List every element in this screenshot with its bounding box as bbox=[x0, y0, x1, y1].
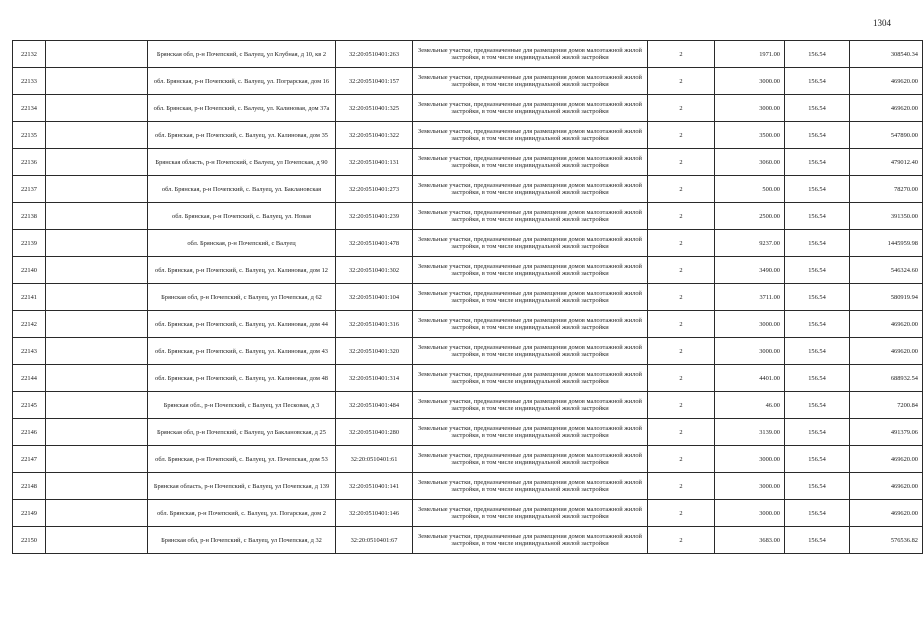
row-id-cell: 22134 bbox=[13, 95, 46, 122]
table-row bbox=[13, 446, 923, 473]
empty-cell bbox=[46, 338, 148, 365]
cadastral-number-cell: 32:20:0510401:61 bbox=[336, 446, 413, 473]
table-row bbox=[13, 311, 923, 338]
cadastral-value-cell: 469620.00 bbox=[850, 446, 923, 473]
cadastral-value-cell: 688932.54 bbox=[850, 365, 923, 392]
cadastral-value-cell: 469620.00 bbox=[850, 68, 923, 95]
empty-cell bbox=[46, 176, 148, 203]
cadastral-value-cell: 479012.40 bbox=[850, 149, 923, 176]
land-use-cell: Земельные участки, предназначенные для размещения домов малоэтажной жилой застройки, в том числе индивидуальной жилой застройки bbox=[413, 284, 648, 311]
land-use-cell: Земельные участки, предназначенные для размещения домов малоэтажной жилой застройки, в том числе индивидуальной жилой застройки bbox=[413, 311, 648, 338]
row-id-cell: 22136 bbox=[13, 149, 46, 176]
cadastral-number-cell: 32:20:0510401:273 bbox=[336, 176, 413, 203]
empty-cell bbox=[46, 284, 148, 311]
land-use-cell: Земельные участки, предназначенные для размещения домов малоэтажной жилой застройки, в том числе индивидуальной жилой застройки bbox=[413, 149, 648, 176]
address-cell: обл. Брянская, р-н Почепский, с. Валуец, ул. Пограрская, дом 16 bbox=[148, 68, 336, 95]
table-row bbox=[13, 176, 923, 203]
table-row bbox=[13, 473, 923, 500]
row-id-cell: 22135 bbox=[13, 122, 46, 149]
rate-cell: 156.54 bbox=[785, 41, 850, 68]
row-id-cell: 22137 bbox=[13, 176, 46, 203]
address-cell: обл. Брянская, р-н Почепский, с. Валуец, ул. Калиновая, дом 12 bbox=[148, 257, 336, 284]
rate-cell: 156.54 bbox=[785, 230, 850, 257]
cadastral-number-cell: 32:20:0510401:280 bbox=[336, 419, 413, 446]
category-cell: 2 bbox=[648, 284, 715, 311]
address-cell: обл. Брянская, р-н Почепский, с. Валуец, ул. Калиновая, дом 44 bbox=[148, 311, 336, 338]
empty-cell bbox=[46, 122, 148, 149]
row-id-cell: 22146 bbox=[13, 419, 46, 446]
rate-cell: 156.54 bbox=[785, 203, 850, 230]
area-cell: 1971.00 bbox=[715, 41, 785, 68]
row-id-cell: 22138 bbox=[13, 203, 46, 230]
area-cell: 3000.00 bbox=[715, 311, 785, 338]
table-row bbox=[13, 365, 923, 392]
row-id-cell: 22148 bbox=[13, 473, 46, 500]
cadastral-value-cell: 546324.60 bbox=[850, 257, 923, 284]
address-cell: Брянская обл, р-н Почепский, с Валуец, ул Клубная, д 10, кв 2 bbox=[148, 41, 336, 68]
rate-cell: 156.54 bbox=[785, 122, 850, 149]
category-cell: 2 bbox=[648, 527, 715, 554]
land-use-cell: Земельные участки, предназначенные для размещения домов малоэтажной жилой застройки, в том числе индивидуальной жилой застройки bbox=[413, 257, 648, 284]
cadastral-number-cell: 32:20:0510401:146 bbox=[336, 500, 413, 527]
address-cell: обл. Брянская, р-н Почепский, с. Валуец, ул. Новая bbox=[148, 203, 336, 230]
land-use-cell: Земельные участки, предназначенные для размещения домов малоэтажной жилой застройки, в том числе индивидуальной жилой застройки bbox=[413, 500, 648, 527]
area-cell: 3000.00 bbox=[715, 95, 785, 122]
row-id-cell: 22145 bbox=[13, 392, 46, 419]
land-use-cell: Земельные участки, предназначенные для размещения домов малоэтажной жилой застройки, в том числе индивидуальной жилой застройки bbox=[413, 392, 648, 419]
empty-cell bbox=[46, 419, 148, 446]
table-row bbox=[13, 122, 923, 149]
cadastral-value-cell: 469620.00 bbox=[850, 95, 923, 122]
row-id-cell: 22133 bbox=[13, 68, 46, 95]
address-cell: Брянская область, р-н Почепский, с Валуец, ул Почепская, д 139 bbox=[148, 473, 336, 500]
cadastral-number-cell: 32:20:0510401:322 bbox=[336, 122, 413, 149]
category-cell: 2 bbox=[648, 41, 715, 68]
address-cell: обл. Брянская, р-н Почепский, с. Валуец, ул. Калиновая, дом 35 bbox=[148, 122, 336, 149]
area-cell: 3500.00 bbox=[715, 122, 785, 149]
cadastral-value-cell: 469620.00 bbox=[850, 311, 923, 338]
category-cell: 2 bbox=[648, 230, 715, 257]
cadastral-number-cell: 32:20:0510401:263 bbox=[336, 41, 413, 68]
land-use-cell: Земельные участки, предназначенные для размещения домов малоэтажной жилой застройки, в том числе индивидуальной жилой застройки bbox=[413, 446, 648, 473]
category-cell: 2 bbox=[648, 500, 715, 527]
area-cell: 3711.00 bbox=[715, 284, 785, 311]
empty-cell bbox=[46, 95, 148, 122]
rate-cell: 156.54 bbox=[785, 446, 850, 473]
rate-cell: 156.54 bbox=[785, 257, 850, 284]
cadastral-value-cell: 576536.82 bbox=[850, 527, 923, 554]
category-cell: 2 bbox=[648, 392, 715, 419]
address-cell: обл. Брянская, р-н Почепский, с. Валуец, ул. Калиновая, дом 43 bbox=[148, 338, 336, 365]
area-cell: 3000.00 bbox=[715, 446, 785, 473]
category-cell: 2 bbox=[648, 176, 715, 203]
empty-cell bbox=[46, 149, 148, 176]
category-cell: 2 bbox=[648, 473, 715, 500]
category-cell: 2 bbox=[648, 122, 715, 149]
rate-cell: 156.54 bbox=[785, 176, 850, 203]
area-cell: 500.00 bbox=[715, 176, 785, 203]
cadastral-value-cell: 491379.06 bbox=[850, 419, 923, 446]
empty-cell bbox=[46, 392, 148, 419]
table-row bbox=[13, 95, 923, 122]
table-row bbox=[13, 230, 923, 257]
land-use-cell: Земельные участки, предназначенные для размещения домов малоэтажной жилой застройки, в том числе индивидуальной жилой застройки bbox=[413, 230, 648, 257]
empty-cell bbox=[46, 500, 148, 527]
empty-cell bbox=[46, 257, 148, 284]
empty-cell bbox=[46, 473, 148, 500]
rate-cell: 156.54 bbox=[785, 311, 850, 338]
address-cell: обл. Брянская, р-н Почепский, с. Валуец, ул. Погарская, дом 2 bbox=[148, 500, 336, 527]
address-cell: Брянская обл, р-н Почепский, с Валуец, ул Почепская, д 62 bbox=[148, 284, 336, 311]
area-cell: 3683.00 bbox=[715, 527, 785, 554]
cadastral-number-cell: 32:20:0510401:157 bbox=[336, 68, 413, 95]
rate-cell: 156.54 bbox=[785, 95, 850, 122]
rate-cell: 156.54 bbox=[785, 419, 850, 446]
area-cell: 3000.00 bbox=[715, 500, 785, 527]
empty-cell bbox=[46, 311, 148, 338]
cadastral-number-cell: 32:20:0510401:67 bbox=[336, 527, 413, 554]
cadastral-number-cell: 32:20:0510401:478 bbox=[336, 230, 413, 257]
address-cell: обл. Брянская, р-н Почепский, с. Валуец, ул. Почепская, дом 53 bbox=[148, 446, 336, 473]
rate-cell: 156.54 bbox=[785, 68, 850, 95]
rate-cell: 156.54 bbox=[785, 527, 850, 554]
cadastral-value-cell: 1445959.98 bbox=[850, 230, 923, 257]
empty-cell bbox=[46, 446, 148, 473]
empty-cell bbox=[46, 68, 148, 95]
row-id-cell: 22141 bbox=[13, 284, 46, 311]
cadastral-value-cell: 308540.34 bbox=[850, 41, 923, 68]
address-cell: обл. Брянская, р-н Почепский, с. Валуец, ул. Калиновая, дом 48 bbox=[148, 365, 336, 392]
empty-cell bbox=[46, 230, 148, 257]
row-id-cell: 22142 bbox=[13, 311, 46, 338]
row-id-cell: 22132 bbox=[13, 41, 46, 68]
category-cell: 2 bbox=[648, 149, 715, 176]
area-cell: 3060.00 bbox=[715, 149, 785, 176]
rate-cell: 156.54 bbox=[785, 338, 850, 365]
cadastral-value-cell: 580919.94 bbox=[850, 284, 923, 311]
table-row bbox=[13, 257, 923, 284]
cadastral-value-cell: 469620.00 bbox=[850, 500, 923, 527]
land-use-cell: Земельные участки, предназначенные для размещения домов малоэтажной жилой застройки, в том числе индивидуальной жилой застройки bbox=[413, 176, 648, 203]
empty-cell bbox=[46, 203, 148, 230]
area-cell: 4401.00 bbox=[715, 365, 785, 392]
area-cell: 3000.00 bbox=[715, 473, 785, 500]
category-cell: 2 bbox=[648, 365, 715, 392]
empty-cell bbox=[46, 41, 148, 68]
table-row bbox=[13, 149, 923, 176]
land-use-cell: Земельные участки, предназначенные для размещения домов малоэтажной жилой застройки, в том числе индивидуальной жилой застройки bbox=[413, 473, 648, 500]
table-row bbox=[13, 527, 923, 554]
cadastral-number-cell: 32:20:0510401:239 bbox=[336, 203, 413, 230]
area-cell: 46.00 bbox=[715, 392, 785, 419]
cadastral-value-cell: 547890.00 bbox=[850, 122, 923, 149]
area-cell: 3000.00 bbox=[715, 68, 785, 95]
rate-cell: 156.54 bbox=[785, 149, 850, 176]
empty-cell bbox=[46, 527, 148, 554]
area-cell: 3139.00 bbox=[715, 419, 785, 446]
address-cell: обл. Брянская, р-н Почепский, с. Валуец, ул. Баклановская bbox=[148, 176, 336, 203]
land-use-cell: Земельные участки, предназначенные для размещения домов малоэтажной жилой застройки, в том числе индивидуальной жилой застройки bbox=[413, 365, 648, 392]
category-cell: 2 bbox=[648, 203, 715, 230]
category-cell: 2 bbox=[648, 68, 715, 95]
cadastral-number-cell: 32:20:0510401:104 bbox=[336, 284, 413, 311]
table-row bbox=[13, 203, 923, 230]
land-use-cell: Земельные участки, предназначенные для размещения домов малоэтажной жилой застройки, в том числе индивидуальной жилой застройки bbox=[413, 68, 648, 95]
cadastral-number-cell: 32:20:0510401:131 bbox=[336, 149, 413, 176]
category-cell: 2 bbox=[648, 419, 715, 446]
area-cell: 2500.00 bbox=[715, 203, 785, 230]
category-cell: 2 bbox=[648, 338, 715, 365]
table-row bbox=[13, 338, 923, 365]
category-cell: 2 bbox=[648, 446, 715, 473]
cadastral-number-cell: 32:20:0510401:320 bbox=[336, 338, 413, 365]
category-cell: 2 bbox=[648, 311, 715, 338]
address-cell: Брянская область, р-н Почепский, с Валуец, ул Почепская, д 90 bbox=[148, 149, 336, 176]
cadastral-number-cell: 32:20:0510401:325 bbox=[336, 95, 413, 122]
area-cell: 3000.00 bbox=[715, 338, 785, 365]
address-cell: Брянская обл, р-н Почепский, с Валуец, ул Почепская, д 32 bbox=[148, 527, 336, 554]
cadastral-value-cell: 469620.00 bbox=[850, 338, 923, 365]
cadastral-number-cell: 32:20:0510401:484 bbox=[336, 392, 413, 419]
rate-cell: 156.54 bbox=[785, 284, 850, 311]
address-cell: обл. Брянская, р-н Почепский, с. Валуец, ул. Калиновая, дом 37а bbox=[148, 95, 336, 122]
land-use-cell: Земельные участки, предназначенные для размещения домов малоэтажной жилой застройки, в том числе индивидуальной жилой застройки bbox=[413, 95, 648, 122]
address-cell: Брянская обл., р-н Почепский, с Валуец, ул Песковая, д 3 bbox=[148, 392, 336, 419]
land-use-cell: Земельные участки, предназначенные для размещения домов малоэтажной жилой застройки, в том числе индивидуальной жилой застройки bbox=[413, 122, 648, 149]
table-row bbox=[13, 68, 923, 95]
area-cell: 9237.00 bbox=[715, 230, 785, 257]
address-cell: обл. Брянская, р-н Почепский, с Валуец bbox=[148, 230, 336, 257]
cadastral-number-cell: 32:20:0510401:316 bbox=[336, 311, 413, 338]
rate-cell: 156.54 bbox=[785, 365, 850, 392]
row-id-cell: 22144 bbox=[13, 365, 46, 392]
registry-body bbox=[13, 41, 923, 554]
table-row bbox=[13, 284, 923, 311]
rate-cell: 156.54 bbox=[785, 473, 850, 500]
cadastral-number-cell: 32:20:0510401:302 bbox=[336, 257, 413, 284]
cadastral-value-cell: 78270.00 bbox=[850, 176, 923, 203]
cadastral-value-cell: 469620.00 bbox=[850, 473, 923, 500]
row-id-cell: 22147 bbox=[13, 446, 46, 473]
land-use-cell: Земельные участки, предназначенные для размещения домов малоэтажной жилой застройки, в том числе индивидуальной жилой застройки bbox=[413, 419, 648, 446]
page-number: 1304 bbox=[873, 18, 891, 28]
cadastral-number-cell: 32:20:0510401:314 bbox=[336, 365, 413, 392]
row-id-cell: 22140 bbox=[13, 257, 46, 284]
cadastral-value-cell: 7200.84 bbox=[850, 392, 923, 419]
row-id-cell: 22139 bbox=[13, 230, 46, 257]
category-cell: 2 bbox=[648, 95, 715, 122]
table-row bbox=[13, 392, 923, 419]
land-use-cell: Земельные участки, предназначенные для размещения домов малоэтажной жилой застройки, в том числе индивидуальной жилой застройки bbox=[413, 338, 648, 365]
empty-cell bbox=[46, 365, 148, 392]
land-registry-table bbox=[12, 40, 923, 554]
category-cell: 2 bbox=[648, 257, 715, 284]
row-id-cell: 22143 bbox=[13, 338, 46, 365]
land-use-cell: Земельные участки, предназначенные для размещения домов малоэтажной жилой застройки, в том числе индивидуальной жилой застройки bbox=[413, 41, 648, 68]
table-row bbox=[13, 419, 923, 446]
cadastral-number-cell: 32:20:0510401:141 bbox=[336, 473, 413, 500]
rate-cell: 156.54 bbox=[785, 392, 850, 419]
row-id-cell: 22150 bbox=[13, 527, 46, 554]
area-cell: 3490.00 bbox=[715, 257, 785, 284]
table-row bbox=[13, 500, 923, 527]
land-use-cell: Земельные участки, предназначенные для размещения домов малоэтажной жилой застройки, в том числе индивидуальной жилой застройки bbox=[413, 527, 648, 554]
row-id-cell: 22149 bbox=[13, 500, 46, 527]
rate-cell: 156.54 bbox=[785, 500, 850, 527]
land-use-cell: Земельные участки, предназначенные для размещения домов малоэтажной жилой застройки, в том числе индивидуальной жилой застройки bbox=[413, 203, 648, 230]
cadastral-value-cell: 391350.00 bbox=[850, 203, 923, 230]
table-row bbox=[13, 41, 923, 68]
address-cell: Брянская обл, р-н Почепский, с Валуец, ул Баклановская, д 25 bbox=[148, 419, 336, 446]
